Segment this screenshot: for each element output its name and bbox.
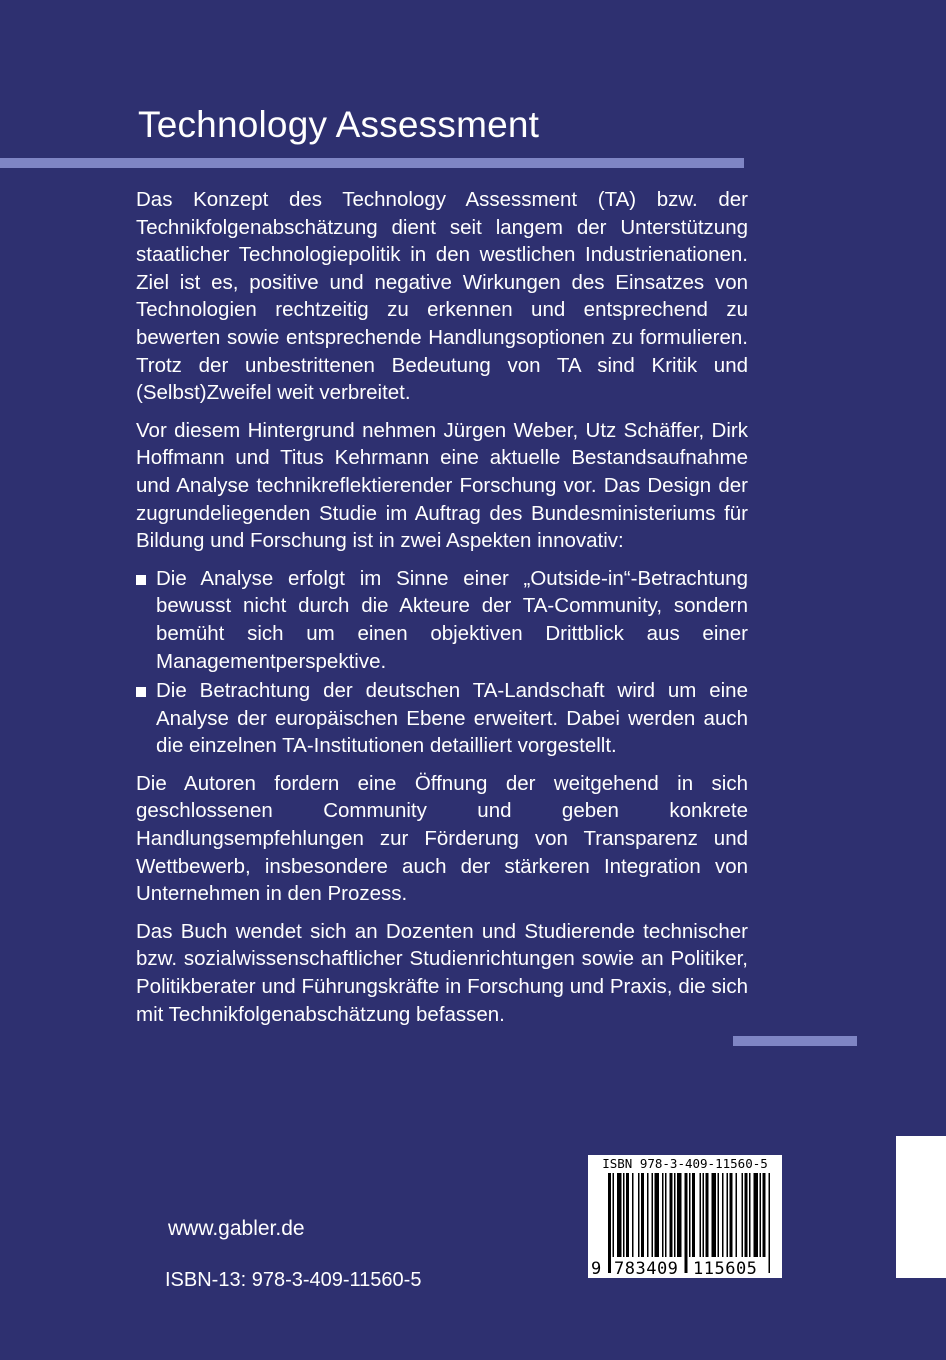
barcode-bar: [745, 1173, 748, 1257]
barcode-digits-left: 783409: [614, 1259, 679, 1279]
blurb-text: [136, 186, 748, 1038]
barcode-bar: [632, 1173, 634, 1257]
barcode-bar: [722, 1173, 724, 1257]
end-accent-rule: [733, 1036, 857, 1046]
barcode-bar: [769, 1173, 771, 1273]
barcode-bar: [647, 1173, 649, 1257]
barcode-bar: [665, 1173, 667, 1257]
barcode-bar: [718, 1173, 720, 1257]
isbn-13-label: ISBN-13: 978-3-409-11560-5: [165, 1269, 422, 1291]
publisher-url: www.gabler.de: [168, 1217, 305, 1240]
list-item-text: Die Betrachtung der deutschen TA-Landschaft wird um eine Analyse der europäischen Ebene erweitert. Dabei werden auch die einzelnen TA-Institutionen detailliert vorgestellt.: [156, 679, 748, 758]
barcode-bar: [703, 1173, 705, 1257]
barcode-bar: [623, 1173, 625, 1257]
title-underline-rule: [0, 158, 744, 168]
barcode-bar: [655, 1173, 660, 1257]
barcode-bar: [706, 1173, 709, 1257]
barcode-bar: [617, 1173, 622, 1257]
isbn-barcode: [588, 1155, 782, 1278]
blurb-paragraph: Das Konzept des Technology Assessment (TA) bzw. der Technikfolgenabschätzung dient seit langem der Unterstützung staatlicher Technologiepolitik in den westlichen Industrienationen. Ziel ist es, positive und negative Wirkungen des Einsatzes von Technologien rechtzeitig zu erkennen und entsprechend zu bewerten sowie entsprechende Handlungsoptionen zu formulieren. Trotz der unbestrittenen Bedeutung von TA sind Kritik und (Selbst)Zweifel weit verbreitet.: [136, 188, 748, 405]
list-item-text: Die Analyse erfolgt im Sinne einer „Outside-in“-Betrachtung bewusst nicht durch die Akteure der TA-Community, sondern bemüht sich um einen objektiven Drittblick aus einer Managementperspektive.: [156, 566, 748, 673]
barcode-bar: [736, 1173, 738, 1257]
barcode-bar: [670, 1173, 673, 1257]
barcode-bar: [638, 1173, 640, 1257]
barcode-bar: [727, 1173, 729, 1257]
spine-edge-tab: [896, 1136, 946, 1278]
square-bullet-icon: [136, 687, 146, 697]
barcode-bar: [608, 1173, 611, 1273]
barcode-bar: [754, 1173, 759, 1257]
aspects-list: [136, 565, 748, 760]
barcode-digits-right: 115605: [693, 1259, 758, 1279]
barcode-bar: [712, 1173, 717, 1257]
barcode-bar: [763, 1173, 766, 1257]
barcode-bar: [652, 1173, 654, 1257]
list-item: [136, 677, 748, 760]
cover-title: Technology Assessment: [138, 104, 540, 145]
barcode-bar: [692, 1173, 695, 1257]
blurb-paragraph: Das Buch wendet sich an Dozenten und Studierende technischer bzw. sozialwissenschaftlicher Studienrichtungen sowie an Politiker, Politikberater und Führungskräfte in Forschung und Praxis, die sich mit Technikfolgenabschätzung befassen.: [136, 919, 748, 1026]
barcode-bar: [613, 1173, 615, 1257]
barcode-isbn-text: ISBN 978-3-409-11560-5: [602, 1156, 768, 1171]
barcode-digit-first: 9: [591, 1259, 602, 1279]
barcode-bar: [674, 1173, 676, 1257]
barcode-bar: [742, 1173, 744, 1257]
barcode-bar: [641, 1173, 644, 1257]
list-item: [136, 565, 748, 675]
barcode-bar: [685, 1173, 688, 1273]
barcode-bar: [730, 1173, 733, 1257]
barcode-bar: [662, 1173, 664, 1257]
blurb-paragraph: Die Autoren fordern eine Öffnung der weitgehend in sich geschlossenen Community und geben konkrete Handlungsempfehlungen zur Förderung von Transparenz und Wettbewerb, insbesondere auch der stärkeren Integration von Unternehmen in den Prozess.: [136, 771, 748, 906]
barcode-bar: [677, 1173, 682, 1257]
barcode-bar: [626, 1173, 629, 1257]
barcode-bar: [689, 1173, 691, 1257]
square-bullet-icon: [136, 575, 146, 585]
barcode-bar: [760, 1173, 762, 1257]
barcode-bar: [700, 1173, 702, 1257]
blurb-paragraph: Vor diesem Hintergrund nehmen Jürgen Weber, Utz Schäffer, Dirk Hoffmann und Titus Kehrmann eine aktuelle Bestandsaufnahme und Analyse technikreflektierender Forschung vor. Das Design der zugrundeliegenden Studie im Auftrag des Bundesministeriums für Bildung und Forschung ist in zwei Aspekten innovativ:: [136, 418, 748, 553]
barcode-bar: [749, 1173, 751, 1257]
